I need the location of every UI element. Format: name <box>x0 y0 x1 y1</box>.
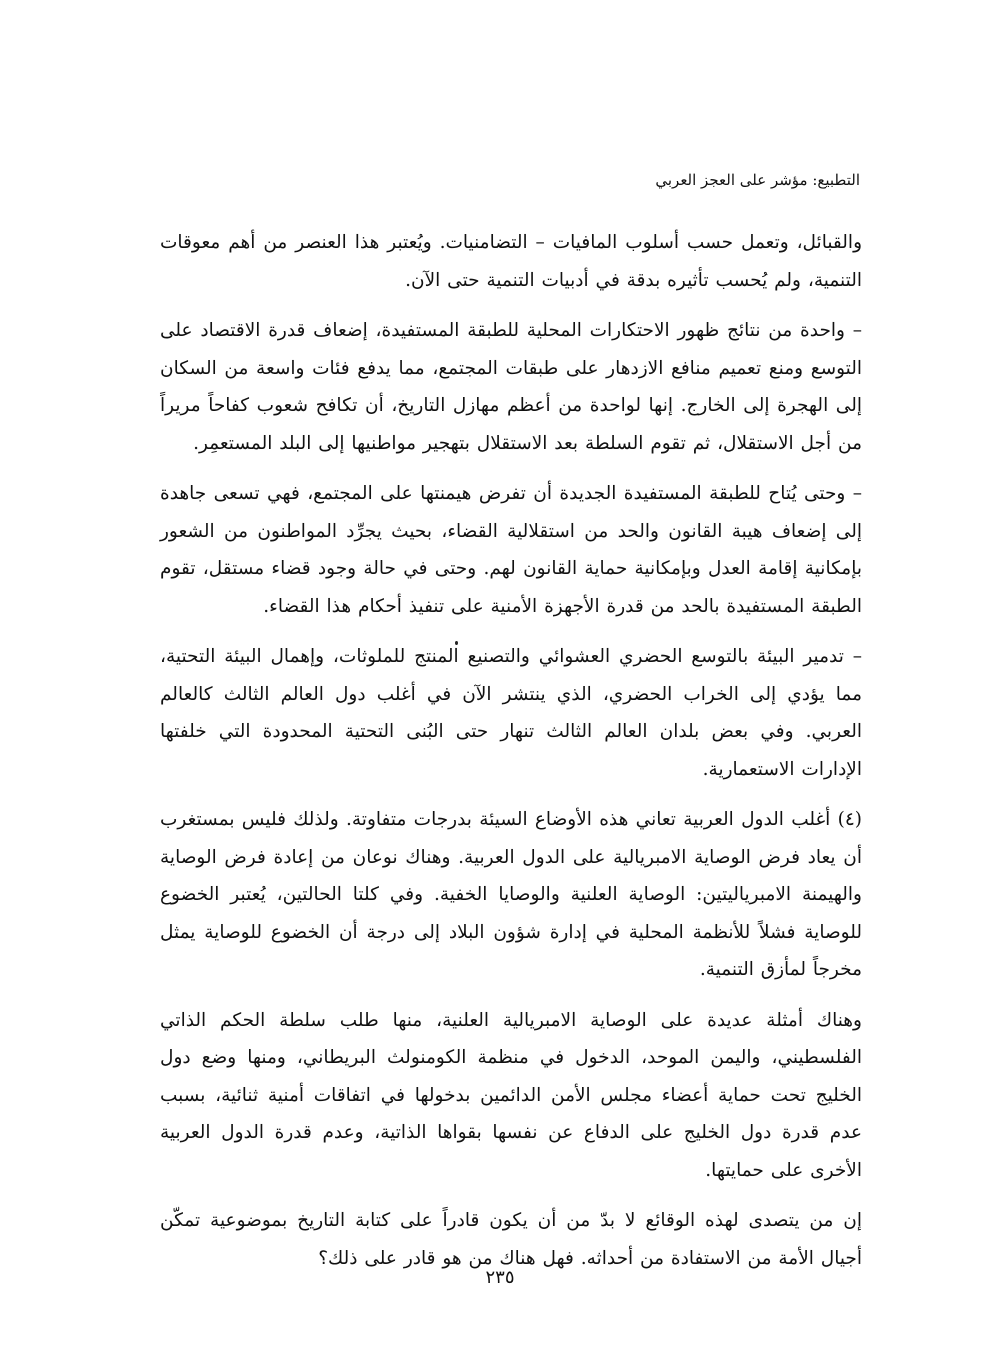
paragraph-1: والقبائل، وتعمل حسب أسلوب المافيات – التضامنيات. ويُعتبر هذا العنصر من أهم معوقات التنمية، ولم يُحسب تأثيره بدقة في أدبيات التنمية حتى الآن. <box>160 232 862 291</box>
paragraph-4: – تدمير البيئة بالتوسع الحضري العشوائي والتصنيع المنتج للملوثات، وإهمال البيئة التحتية، مما يؤدي إلى الخراب الحضري، الذي ينتشر الآن في أغلب دول العالم الثالث كالعالم العربي. وفي بعض بلدان العالم الثالث تنهار حتى البُنى التحتية المحدودة التي خلفتها الإدارات الاستعمارية. <box>160 646 862 780</box>
paragraph-2: – واحدة من نتائج ظهور الاحتكارات المحلية للطبقة المستفيدة، إضعاف قدرة الاقتصاد على التوسع ومنع تعميم منافع الازدهار على طبقات المجتمع، مما يدفع فئات واسعة من السكان إلى الهجرة إلى الخارج. إنها لواحدة من أعظم مهازل التاريخ، أن تكافح شعوب كفاحاً مريراً من أجل الاستقلال، ثم تقوم السلطة بعد الاستقلال بتهجير مواطنيها إلى البلد المستعمِر. <box>160 320 862 454</box>
paragraph-3: – وحتى يُتاح للطبقة المستفيدة الجديدة أن تفرض هيمنتها على المجتمع، فهي تسعى جاهدة إلى إضعاف هيبة القانون والحد من استقلالية القضاء، بحيث يجرِّد المواطنون من الشعور بإمكانية إقامة العدل وبإمكانية حماية القانون لهم. وحتى في حالة وجود قضاء مستقل، تقوم الطبقة المستفيدة بالحد من قدرة الأجهزة الأمنية على تنفيذ أحكام هذا القضاء. <box>160 483 862 617</box>
body-text <box>160 224 862 1277</box>
paragraph-5: (٤) أغلب الدول العربية تعاني هذه الأوضاع السيئة بدرجات متفاوتة. ولذلك فليس بمستغرب أن يعاد فرض الوصاية الامبريالية على الدول العربية. وهناك نوعان من إعادة فرض الوصاية والهيمنة الامبرياليتين: الوصاية العلنية والوصايا الخفية. وفي كلتا الحالتين، يُعتبر الخضوع للوصاية فشلاً للأنظمة المحلية في إدارة شؤون البلاد إلى درجة أن الخضوع للوصاية يمثل مخرجاً لمأزق التنمية. <box>160 809 862 980</box>
page-number: ٢٣٥ <box>485 1267 515 1288</box>
running-head: التطبيع: مؤشر على العجز العربي <box>655 171 860 189</box>
paragraph-6: وهناك أمثلة عديدة على الوصاية الامبريالية العلنية، منها طلب سلطة الحكم الذاتي الفلسطيني، واليمن الموحد، الدخول في منظمة الكومنولث البريطاني، ومنها وضع دول الخليج تحت حماية أعضاء مجلس الأمن الدائمين بدخولها في اتفاقات أمنية ثنائية، بسبب عدم قدرة دول الخليج على الدفاع عن نفسها بقواها الذاتية، وعدم قدرة الدول العربية الأخرى على حمايتها. <box>160 1009 862 1181</box>
ink-speck <box>455 641 458 645</box>
paragraph-7: إن من يتصدى لهذه الوقائع لا بدّ من أن يكون قادراً على كتابة التاريخ بموضوعية تمكّن أجيال الأمة من الاستفادة من أحداثه. فهل هناك من هو قادر على ذلك؟ <box>160 1210 862 1269</box>
